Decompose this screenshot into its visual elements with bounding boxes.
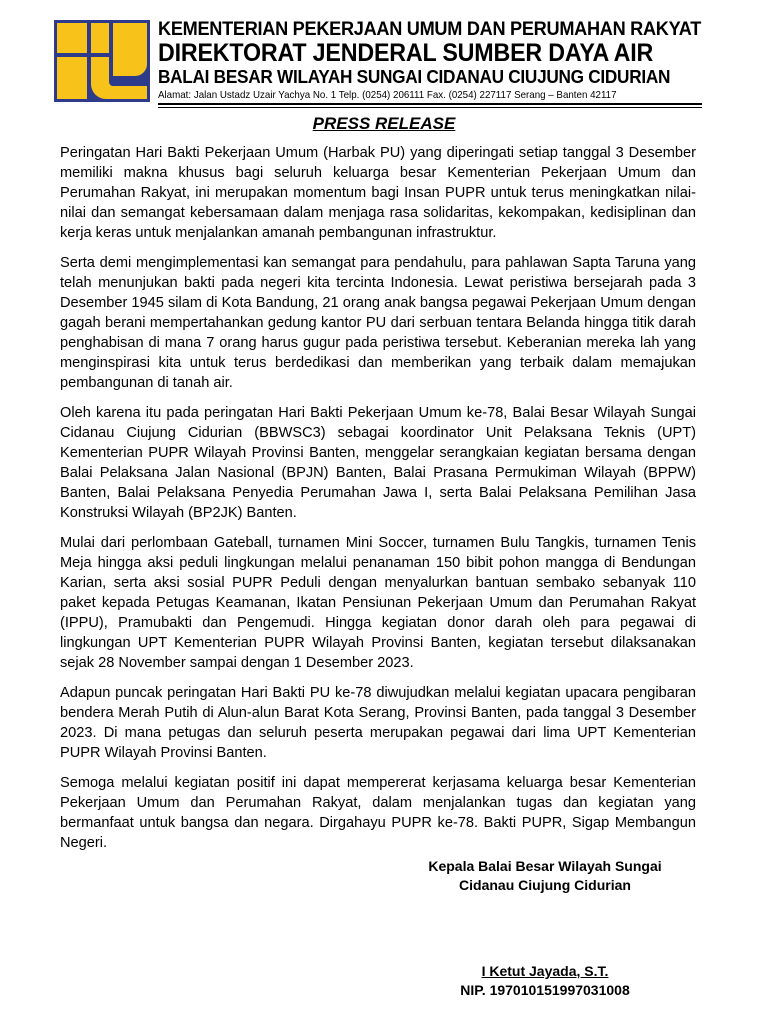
ministry-name: KEMENTERIAN PEKERJAAN UMUM DAN PERUMAHAN RAKYAT [158, 18, 702, 40]
office-name: BALAI BESAR WILAYAH SUNGAI CIDANAU CIUJUNG CIDURIAN [158, 66, 671, 87]
directorate-name: DIREKTORAT JENDERAL SUMBER DAYA AIR [158, 39, 654, 67]
logo-shape-right [113, 23, 147, 76]
paragraph: Mulai dari perlombaan Gateball, turnamen Mini Soccer, turnamen Bulu Tangkis, turnamen Tenis Meja hingga aksi peduli lingkungan melalui penanaman 150 bibit pohon mangga di Bendungan Karian, serta aksi sosial PUPR Peduli dengan menyalurkan bantuan sembako sebanyak 110 paket kepada Petugas Keamanan, Ikatan Pensiunan Pekerjaan Umum dan Perumahan Rakyat (IPPU), Pramubakti dan Pengemudi. Hingga kegiatan donor darah oleh para pegawai di lingkungan UPT Kementerian PUPR Wilayah Provinsi Banten, kegiatan tersebut dilaksanakan sejak 28 November sampai dengan 1 Desember 2023. [60, 535, 696, 671]
paragraph: Semoga melalui kegiatan positif ini dapat mempererat kerjasama keluarga besar Kementerian Pekerjaan Umum dan Perumahan Rakyat, dalam menjalankan tugas dan kegiatan yang bermanfaat untuk bangsa dan negara. Dirgahayu PUPR ke-78. Bakti PUPR, Sigap Membangun Negeri. [60, 775, 696, 851]
position-line-2: Cidanau Ciujung Cidurian [459, 877, 631, 893]
signatory-position [380, 857, 710, 895]
document-title: PRESS RELEASE [312, 114, 456, 133]
logo-square-top-left [57, 23, 87, 53]
signatory-block [380, 962, 710, 1000]
paragraph: Oleh karena itu pada peringatan Hari Bakti Pekerjaan Umum ke-78, Balai Besar Wilayah Sungai Cidanau Ciujung Cidurian (BBWSC3) sebagai koordinator Unit Pelaksana Teknis (UPT) Kementerian PUPR Wilayah Provinsi Banten, menggelar serangkaian kegiatan bersama dengan Balai Pelaksana Jalan Nasional (BPJN) Banten, Balai Prasana Permukiman Wilayah (BPPW) Banten, Balai Pelaksana Penyedia Perumahan Jawa I, serta Balai Pelaksana Pemilihan Jasa Konstruksi Wilayah (BP2JK) Banten. [60, 405, 696, 521]
signatory-name: I Ketut Jayada, S.T. [481, 963, 609, 979]
position-line-1: Kepala Balai Besar Wilayah Sungai [428, 858, 662, 874]
press-release-body [60, 143, 696, 863]
signatory-nip: NIP. 197010151997031008 [460, 982, 630, 998]
letterhead-divider-thin [158, 107, 702, 108]
letterhead-divider-thick [158, 103, 702, 105]
office-address: Alamat: Jalan Ustadz Uzair Yachya No. 1 Telp. (0254) 206111 Fax. (0254) 227117 Serang – Banten 42117 [158, 89, 617, 101]
logo-bar-bottom-left [57, 57, 87, 99]
paragraph: Peringatan Hari Bakti Pekerjaan Umum (Harbak PU) yang diperingati setiap tanggal 3 Desember memiliki makna khusus bagi seluruh keluarga besar Kementerian Pekerjaan Umum dan Perumahan Rakyat, ini merupakan momentum bagi Insan PUPR untuk terus meningkatkan nilai-nilai dan semangat kebersamaan dalam menjaga rasa solidaritas, kekompakan, kedisiplinan dan kerja keras untuk menjalankan amanah pembangunan infrastruktur. [60, 145, 696, 241]
paragraph: Serta demi mengimplementasi kan semangat para pendahulu, para pahlawan Sapta Taruna yang telah menunjukan bakti pada negeri kita tercinta Indonesia. Lewat peristiwa bersejarah pada 3 Desember 1945 silam di Kota Bandung, 21 orang anak bangsa pegawai Pekerjaan Umum dengan gagah berani mempertahankan gedung kantor PU dari serbuan tentara Belanda hingga titik darah penghabisan di mana 7 orang harus gugur pada peristiwa tersebut. Keberanian mereka lah yang menginspirasi kita untuk terus berdedikasi dan memberikan yang terbaik dalam memajukan pembangunan di tanah air. [60, 255, 696, 391]
logo-bar-top-middle [91, 23, 109, 53]
pupr-logo-icon [54, 20, 150, 102]
letterhead-text [158, 18, 702, 102]
letterhead [54, 18, 702, 104]
paragraph: Adapun puncak peringatan Hari Bakti PU ke-78 diwujudkan melalui kegiatan upacara pengibaran bendera Merah Putih di Alun-alun Barat Kota Serang, Provinsi Banten, pada tanggal 3 Desember 2023. Di mana petugas dan seluruh peserta merupakan pegawai dari lima UPT Kementerian PUPR Wilayah Provinsi Banten. [60, 685, 696, 761]
